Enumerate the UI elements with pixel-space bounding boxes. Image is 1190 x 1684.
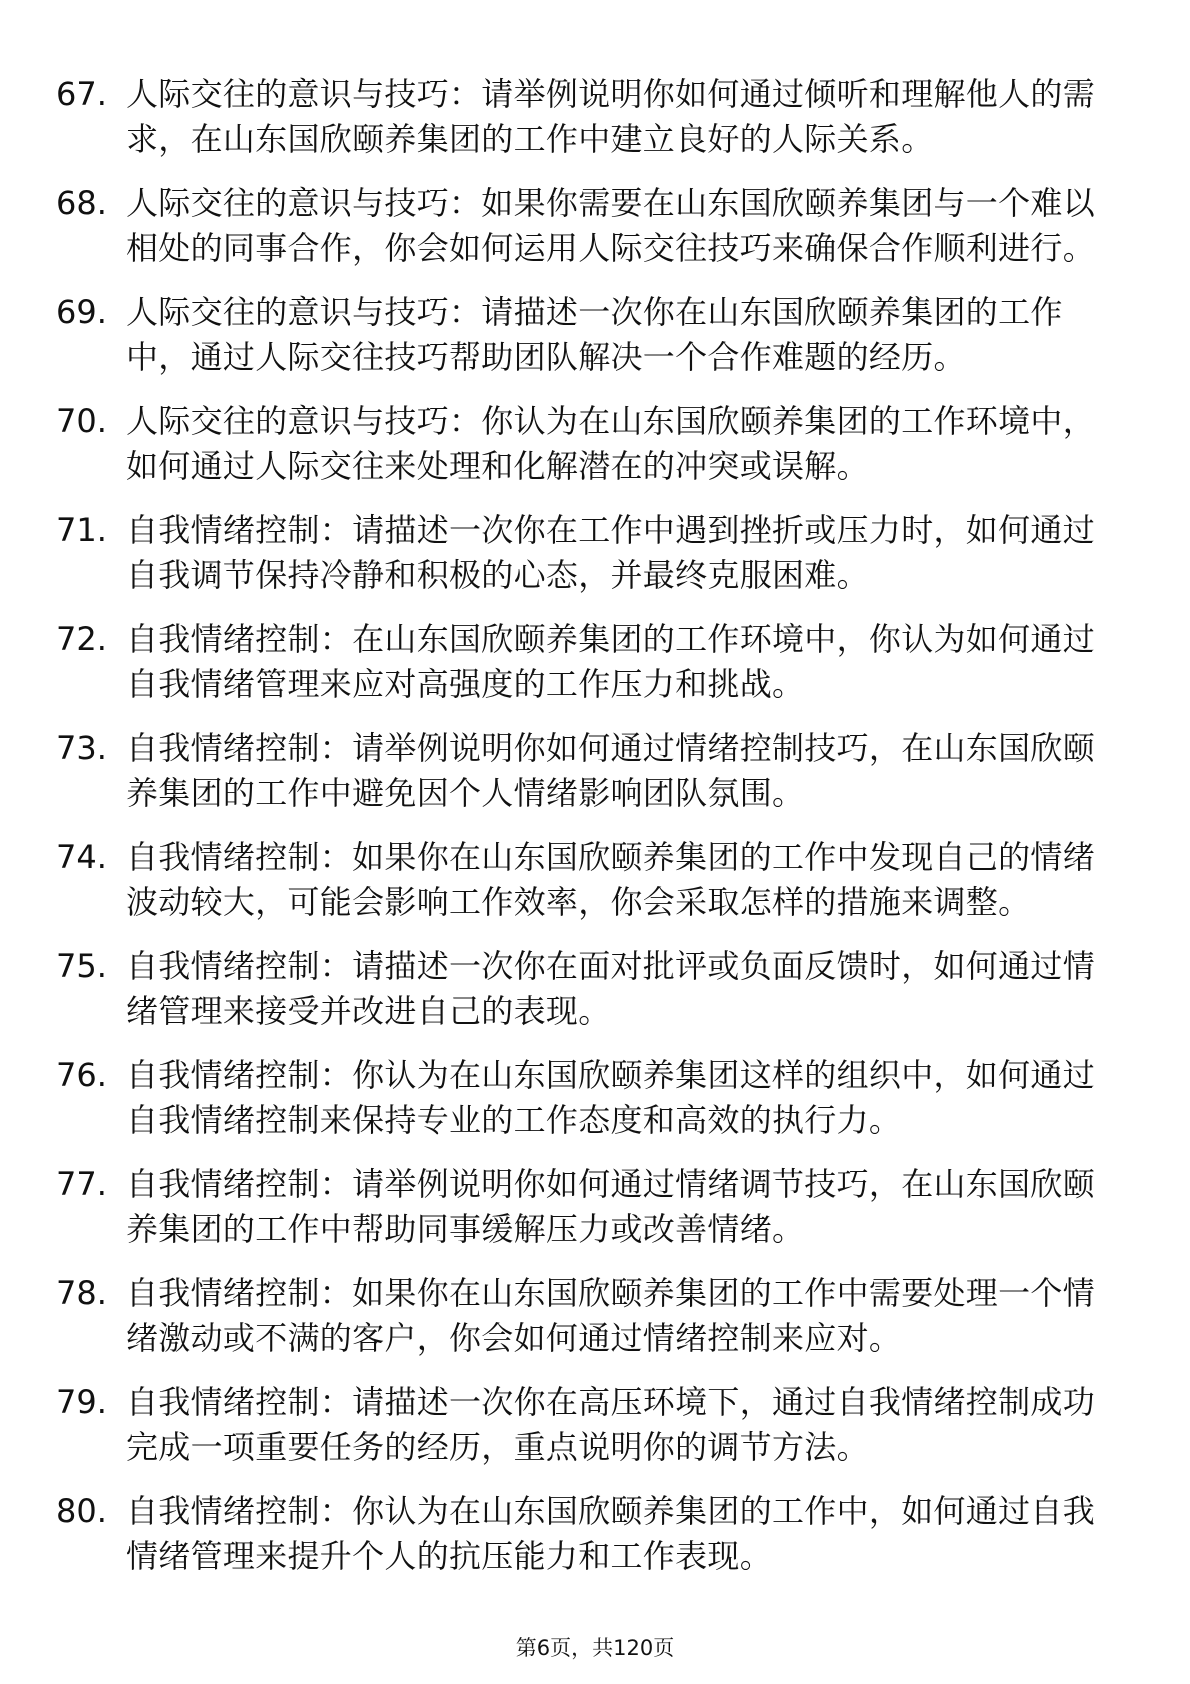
question-text: 人际交往的意识与技巧：你认为在山东国欣颐养集团的工作环境中，如何通过人际交往来处理和化解潜在的冲突或误解。 xyxy=(126,402,1096,485)
question-item-69 xyxy=(56,290,1106,380)
question-number: 71. xyxy=(56,511,107,549)
question-number: 77. xyxy=(56,1165,107,1203)
question-item-68 xyxy=(56,181,1106,271)
question-number: 74. xyxy=(56,838,107,876)
question-text: 人际交往的意识与技巧：请举例说明你如何通过倾听和理解他人的需求，在山东国欣颐养集团的工作中建立良好的人际关系。 xyxy=(126,75,1096,158)
question-number: 69. xyxy=(56,293,107,331)
page-number-footer: 第6页，共120页 xyxy=(515,1636,675,1660)
question-number: 80. xyxy=(56,1492,107,1530)
question-item-79 xyxy=(56,1380,1106,1470)
question-number: 79. xyxy=(56,1383,107,1421)
question-item-67 xyxy=(56,72,1106,162)
question-item-74 xyxy=(56,835,1106,925)
question-item-76 xyxy=(56,1053,1106,1143)
question-item-71 xyxy=(56,508,1106,598)
question-text: 自我情绪控制：如果你在山东国欣颐养集团的工作中发现自己的情绪波动较大，可能会影响工作效率，你会采取怎样的措施来调整。 xyxy=(126,838,1096,921)
question-text: 自我情绪控制：请描述一次你在高压环境下，通过自我情绪控制成功完成一项重要任务的经历，重点说明你的调节方法。 xyxy=(126,1383,1096,1466)
question-text: 自我情绪控制：如果你在山东国欣颐养集团的工作中需要处理一个情绪激动或不满的客户，你会如何通过情绪控制来应对。 xyxy=(126,1274,1096,1357)
question-item-75 xyxy=(56,944,1106,1034)
question-number: 67. xyxy=(56,75,107,113)
question-text: 自我情绪控制：在山东国欣颐养集团的工作环境中，你认为如何通过自我情绪管理来应对高强度的工作压力和挑战。 xyxy=(126,620,1096,703)
question-text: 自我情绪控制：你认为在山东国欣颐养集团的工作中，如何通过自我情绪管理来提升个人的抗压能力和工作表现。 xyxy=(126,1492,1096,1575)
question-text: 自我情绪控制：请描述一次你在面对批评或负面反馈时，如何通过情绪管理来接受并改进自己的表现。 xyxy=(126,947,1096,1030)
question-text: 自我情绪控制：请举例说明你如何通过情绪控制技巧，在山东国欣颐养集团的工作中避免因个人情绪影响团队氛围。 xyxy=(126,729,1096,812)
question-number: 68. xyxy=(56,184,107,222)
question-number: 76. xyxy=(56,1056,107,1094)
question-item-78 xyxy=(56,1271,1106,1361)
question-item-77 xyxy=(56,1162,1106,1252)
question-number: 72. xyxy=(56,620,107,658)
question-item-73 xyxy=(56,726,1106,816)
question-number: 78. xyxy=(56,1274,107,1312)
question-item-72 xyxy=(56,617,1106,707)
question-list xyxy=(56,72,1106,1598)
question-number: 70. xyxy=(56,402,107,440)
question-text: 人际交往的意识与技巧：如果你需要在山东国欣颐养集团与一个难以相处的同事合作，你会如何运用人际交往技巧来确保合作顺利进行。 xyxy=(126,184,1096,267)
question-text: 自我情绪控制：你认为在山东国欣颐养集团这样的组织中，如何通过自我情绪控制来保持专业的工作态度和高效的执行力。 xyxy=(126,1056,1096,1139)
question-text: 自我情绪控制：请举例说明你如何通过情绪调节技巧，在山东国欣颐养集团的工作中帮助同事缓解压力或改善情绪。 xyxy=(126,1165,1096,1248)
question-number: 73. xyxy=(56,729,107,767)
question-item-70 xyxy=(56,399,1106,489)
question-text: 人际交往的意识与技巧：请描述一次你在山东国欣颐养集团的工作中，通过人际交往技巧帮助团队解决一个合作难题的经历。 xyxy=(126,293,1063,376)
question-item-80 xyxy=(56,1489,1106,1579)
question-number: 75. xyxy=(56,947,107,985)
question-text: 自我情绪控制：请描述一次你在工作中遇到挫折或压力时，如何通过自我调节保持冷静和积极的心态，并最终克服困难。 xyxy=(126,511,1096,594)
